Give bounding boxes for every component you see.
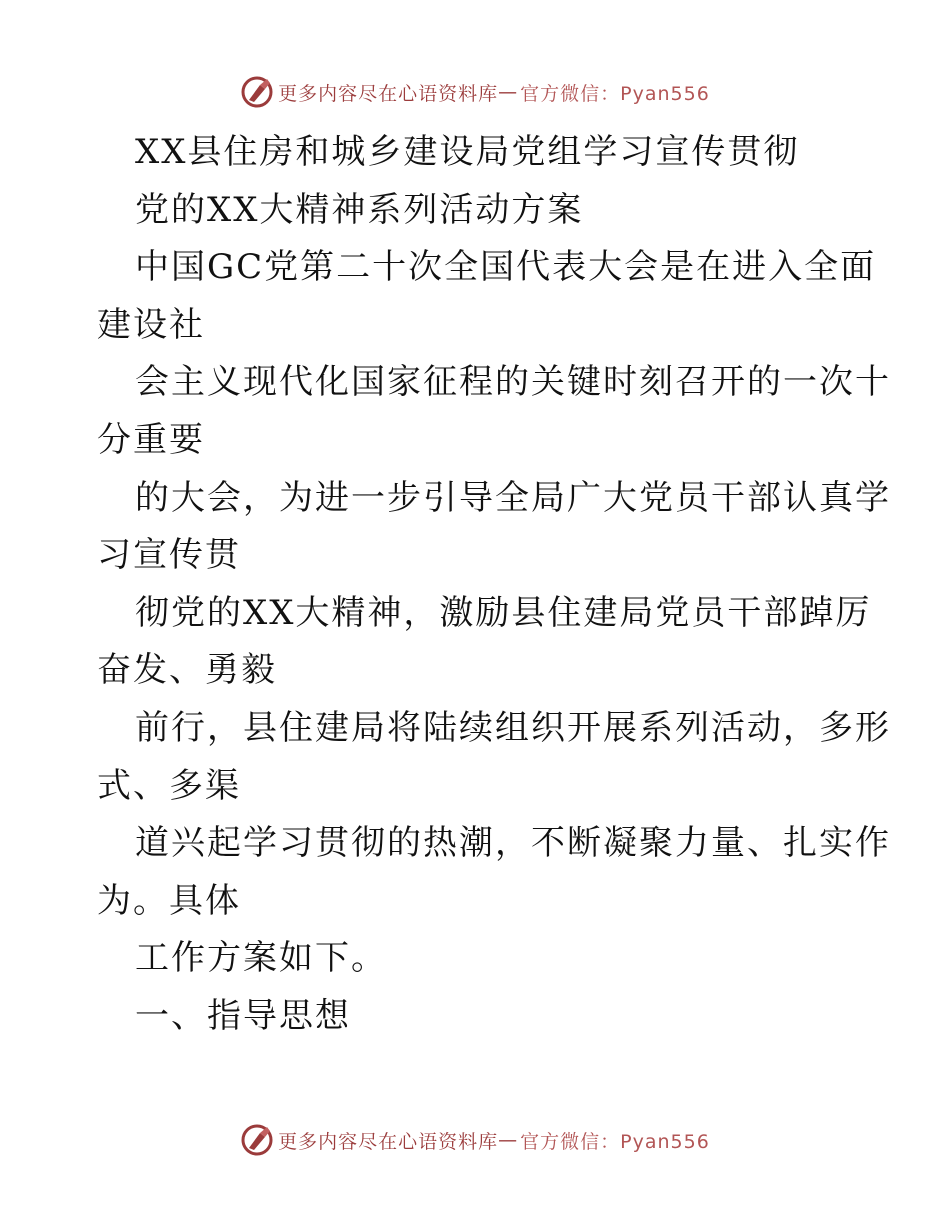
watermark-separator: — bbox=[498, 1129, 519, 1151]
watermark-contact: 官方微信：Pyan556 bbox=[520, 1130, 710, 1153]
document-line: XX县住房和城乡建设局党组学习宣传贯彻 bbox=[135, 132, 800, 172]
footer-watermark bbox=[0, 1120, 950, 1160]
document-line: 习宣传贯 bbox=[97, 535, 241, 576]
document-body bbox=[97, 124, 891, 1046]
pen-nib-circle-icon bbox=[240, 1123, 274, 1157]
document-line: 前行，县住建局将陆续组织开展系列活动，多形 bbox=[135, 707, 891, 748]
document-line: 分重要 bbox=[97, 419, 205, 460]
document-line: 建设社 bbox=[97, 304, 205, 345]
document-line: 中国GC党第二十次全国代表大会是在进入全面 bbox=[135, 247, 877, 288]
watermark-brand: 更多内容尽在心语资料库 bbox=[278, 1130, 499, 1153]
watermark-brand: 更多内容尽在心语资料库 bbox=[278, 82, 499, 105]
watermark-contact: 官方微信：Pyan556 bbox=[520, 82, 710, 105]
watermark-separator: — bbox=[498, 81, 519, 103]
document-line: 式、多渠 bbox=[97, 765, 241, 806]
document-line: 一、指导思想 bbox=[135, 995, 351, 1036]
document-line: 党的XX大精神系列活动方案 bbox=[135, 189, 584, 230]
document-line: 的大会，为进一步引导全局广大党员干部认真学 bbox=[135, 477, 891, 518]
document-line: 会主义现代化国家征程的关键时刻召开的一次十 bbox=[135, 362, 891, 403]
document-line: 道兴起学习贯彻的热潮，不断凝聚力量、扎实作 bbox=[135, 823, 891, 864]
document-line: 彻党的XX大精神，激励县住建局党员干部踔厉 bbox=[135, 592, 872, 633]
pen-nib-circle-icon bbox=[240, 75, 274, 109]
document-line: 工作方案如下。 bbox=[135, 938, 387, 979]
document-line: 奋发、勇毅 bbox=[97, 650, 277, 691]
document-line: 为。具体 bbox=[97, 880, 241, 921]
header-watermark bbox=[0, 72, 950, 112]
